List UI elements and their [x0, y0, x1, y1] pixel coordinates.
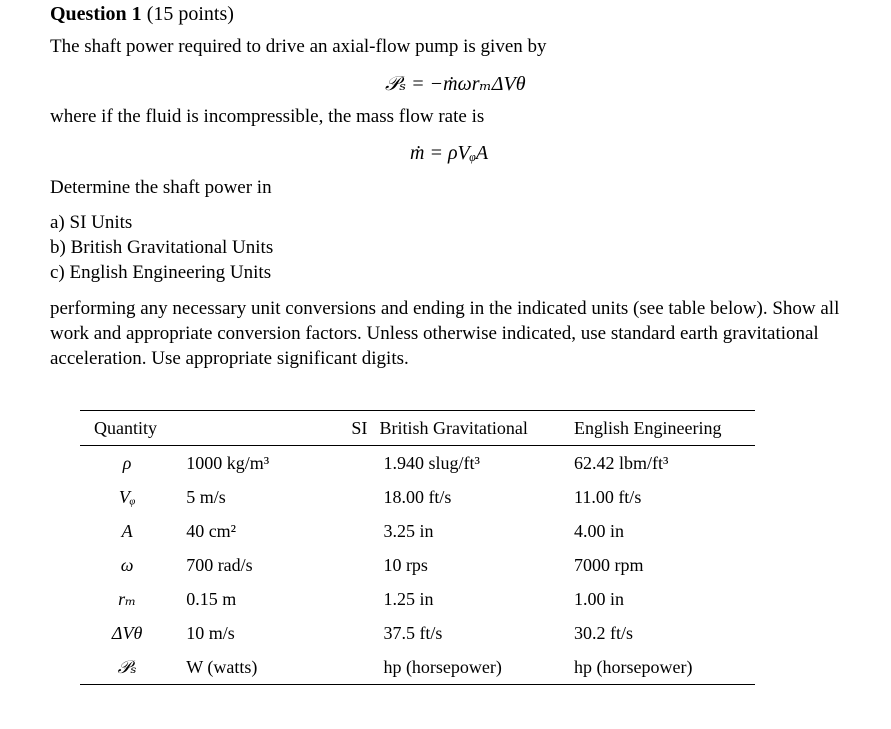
- shaft-power-equation: 𝒫ₛ = −ṁωrₘΔVθ: [385, 73, 526, 95]
- cell-bg: 18.00 ft/s: [383, 486, 452, 507]
- intro-text: The shaft power required to drive an axial-flow pump is given by: [50, 36, 547, 57]
- cell-si: 0.15 m: [186, 588, 237, 609]
- option-b: b) British Gravitational Units: [50, 237, 274, 258]
- cell-si: 5 m/s: [186, 486, 226, 507]
- cell-ee: 11.00 ft/s: [573, 486, 642, 507]
- table-row: [80, 446, 755, 481]
- table-row: [80, 514, 755, 548]
- question-number: Question 1: [50, 3, 142, 25]
- cell-si: 40 cm²: [186, 520, 237, 541]
- cell-bg: hp (horsepower): [383, 656, 502, 677]
- cell-quantity: A: [121, 520, 133, 541]
- header-si: SI: [351, 417, 368, 438]
- option-a: a) SI Units: [50, 212, 133, 233]
- cell-quantity: ω: [120, 554, 134, 575]
- where-text: where if the fluid is incompressible, the mass flow rate is: [50, 106, 485, 127]
- cell-bg: 37.5 ft/s: [383, 622, 443, 643]
- cell-quantity: rₘ: [118, 588, 137, 609]
- cell-bg: 1.940 slug/ft³: [383, 452, 480, 473]
- table-header-row: [80, 411, 755, 446]
- table-row: [80, 548, 755, 582]
- mass-flow-equation: ṁ = ρVᵩA: [410, 142, 489, 164]
- question-points: (15 points): [141, 3, 234, 25]
- header-quantity: Quantity: [94, 417, 157, 438]
- option-c: c) English Engineering Units: [50, 262, 272, 283]
- cell-si: 1000 kg/m³: [186, 452, 270, 473]
- cell-quantity: Vᵩ: [118, 486, 136, 507]
- cell-si: 10 m/s: [186, 622, 235, 643]
- cell-ee: 62.42 lbm/ft³: [573, 452, 669, 473]
- cell-ee: 7000 rpm: [573, 554, 644, 575]
- cell-bg: 10 rps: [383, 554, 428, 575]
- cell-quantity: ΔVθ: [111, 622, 143, 643]
- instructions-paragraph: performing any necessary unit conversions and ending in the indicated units (see table below). Show all work and appropriate conversion factors. Unless otherwise indicated, use standard earth gravitational acceleration. Use appropriate significant digits.: [50, 298, 840, 369]
- cell-ee: 30.2 ft/s: [573, 622, 633, 643]
- determine-text: Determine the shaft power in: [50, 177, 272, 198]
- question-title: [50, 3, 234, 26]
- table-row: [80, 616, 755, 650]
- cell-ee: 1.00 in: [573, 588, 624, 609]
- header-bg: British Gravitational: [379, 417, 528, 438]
- table-row: [80, 582, 755, 616]
- units-table: [80, 410, 755, 685]
- cell-si: 700 rad/s: [186, 554, 253, 575]
- cell-quantity: ρ: [122, 452, 132, 473]
- cell-quantity: 𝒫ₛ: [117, 656, 137, 677]
- table-row: [80, 650, 755, 685]
- cell-ee: 4.00 in: [573, 520, 624, 541]
- cell-bg: 3.25 in: [383, 520, 434, 541]
- cell-ee: hp (horsepower): [573, 656, 693, 677]
- cell-bg: 1.25 in: [383, 588, 434, 609]
- cell-si: W (watts): [186, 656, 258, 677]
- table-row: [80, 480, 755, 514]
- header-ee: English Engineering: [573, 417, 722, 438]
